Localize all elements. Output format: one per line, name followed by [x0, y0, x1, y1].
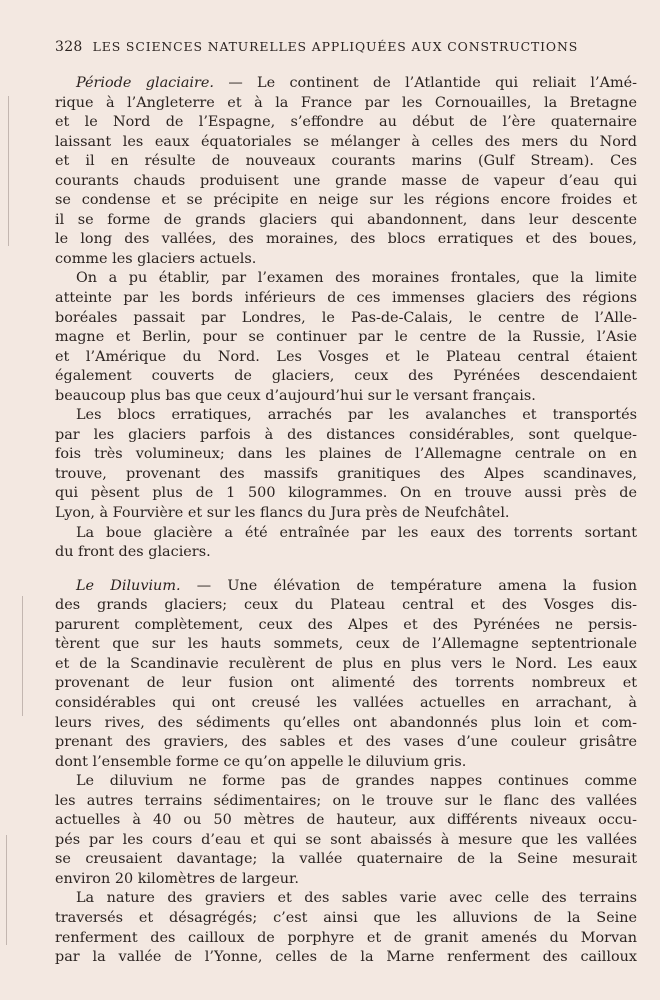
text-line: environ 20 kilomètres de largeur. — [55, 870, 299, 887]
body-text — [55, 74, 637, 968]
running-title: LES SCIENCES NATURELLES APPLIQUÉES AUX CONSTRUCTIONS — [92, 39, 579, 54]
running-header — [55, 37, 620, 57]
text-line: traversés et désagrégés; c’est ainsi que les alluvions de la Seine — [55, 909, 637, 926]
text-line: dont l’ensemble forme ce qu’on appelle le diluvium gris. — [55, 753, 467, 770]
section-title: Période glaciaire. — [76, 75, 214, 91]
text-line: pés par les cours d’eau et qui se sont abaissés à mesure que les vallées — [55, 831, 637, 848]
margin-mark — [6, 835, 7, 945]
text-line: des grands glaciers; ceux du Plateau central et des Vosges dis- — [55, 597, 637, 614]
text-line: actuelles à 40 ou 50 mètres de hauteur, aux différents niveaux occu- — [55, 812, 637, 829]
text-line: et de la Scandinavie reculèrent de plus en plus vers le Nord. Les eaux — [55, 655, 637, 672]
section-gap — [55, 563, 637, 577]
page-number: 328 — [55, 39, 83, 55]
text-line: et l’Amérique du Nord. Les Vosges et le Plateau central étaient — [55, 348, 637, 365]
text-line: leurs rives, des sédiments qu’elles ont abandonnés plus loin et com- — [55, 714, 637, 731]
text-line: les autres terrains sédimentaires; on le trouve sur le flanc des vallées — [55, 792, 637, 809]
text-line: prenant des graviers, des sables et des vases d’une couleur grisâtre — [55, 734, 637, 751]
text-line: et le Nord de l’Espagne, s’effondre au début de l’ère quaternaire — [55, 114, 637, 131]
text-line: atteinte par les bords inférieurs de ces immenses glaciers des régions — [55, 290, 637, 307]
margin-mark — [8, 96, 9, 246]
text-line: tèrent que sur les hauts sommets, ceux de l’Allemagne septentrionale — [55, 636, 637, 653]
text-line: rique à l’Angleterre et à la France par les Cornouailles, la Bretagne — [55, 94, 637, 111]
text-line: beaucoup plus bas que ceux d’aujourd’hui sur le versant français. — [55, 387, 536, 404]
text-line: se condense et se précipite en neige sur les régions encore froides et — [55, 192, 637, 209]
text-line: Les blocs erratiques, arrachés par les avalanches et transportés — [76, 407, 637, 424]
text-line: comme les glaciers actuels. — [55, 250, 257, 267]
text-line: provenant de leur fusion ont alimenté des torrents nombreux et — [55, 675, 637, 692]
text-line: du front des glaciers. — [55, 544, 211, 561]
text-line: il se forme de grands glaciers qui abandonnent, dans leur descente — [55, 211, 637, 228]
text-line: Lyon, à Fourvière et sur les flancs du Jura près de Neufchâtel. — [55, 505, 510, 522]
text-line: le long des vallées, des moraines, des blocs erratiques et des boues, — [55, 231, 637, 248]
text-line: qui pèsent plus de 1 500 kilogrammes. On en trouve aussi près de — [55, 485, 637, 502]
text-line: par la vallée de l’Yonne, celles de la Marne renferment des cailloux — [55, 949, 637, 966]
text-line: parurent complètement, ceux des Alpes et des Pyrénées ne persis- — [55, 616, 637, 633]
text-line: La nature des graviers et des sables varie avec celle des terrains — [76, 890, 637, 907]
text-line: et il en résulte de nouveaux courants marins (Gulf Stream). Ces — [55, 153, 637, 170]
text-line: se creusaient davantage; la vallée quaternaire de la Seine mesurait — [55, 851, 637, 868]
text-line: par les glaciers parfois à des distances considérables, sont quelque- — [55, 426, 637, 443]
margin-mark — [22, 596, 23, 716]
text-line: laissant les eaux équatoriales se mélanger à celles des mers du Nord — [55, 133, 637, 150]
text-line: magne et Berlin, pour se continuer par le centre de la Russie, l’Asie — [55, 329, 637, 346]
text-line: également couverts de glaciers, ceux des Pyrénées descendaient — [55, 368, 637, 385]
text-line: fois très volumineux; dans les plaines de l’Allemagne centrale on en — [55, 446, 637, 463]
text-line: boréales passait par Londres, le Pas-de-Calais, le centre de l’Alle- — [55, 309, 637, 326]
text-line: On a pu établir, par l’examen des moraines frontales, que la limite — [76, 270, 637, 287]
text-line: courants chauds produisent une grande masse de vapeur d’eau qui — [55, 172, 637, 189]
text-line: Période glaciaire. — Le continent de l’Atlantide qui reliait l’Amé- — [76, 75, 637, 91]
text-line: renferment des cailloux de porphyre et de granit amenés du Morvan — [55, 929, 637, 946]
text-line: La boue glacière a été entraînée par les eaux des torrents sortant — [76, 524, 637, 541]
text-line: trouve, provenant des massifs granitiques des Alpes scandinaves, — [55, 465, 637, 482]
text-line: Le diluvium ne forme pas de grandes nappes continues comme — [76, 773, 637, 790]
text-line: considérables qui ont creusé les vallées actuelles en arrachant, à — [55, 694, 637, 711]
section-title: Le Diluvium. — [76, 577, 181, 594]
text-line: Le Diluvium. — Une élévation de température amena la fusion — [76, 577, 637, 594]
